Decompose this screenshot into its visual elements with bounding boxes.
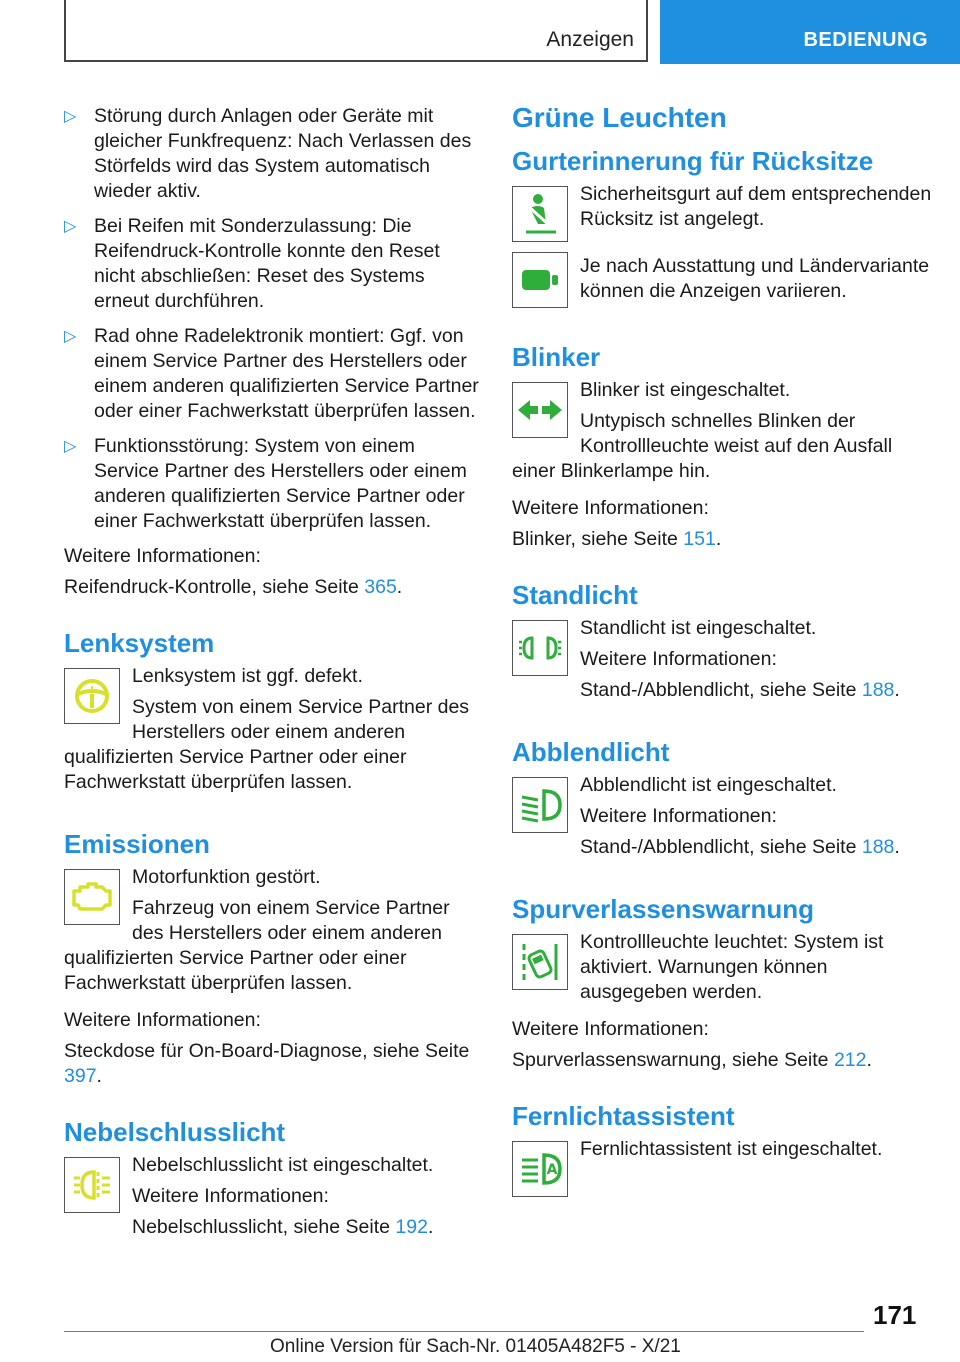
right-column [512,100,932,1203]
reference-line: Stand-/Abblendlicht, siehe Seite 188. [580,836,900,858]
header-section-box [64,0,648,62]
bullet-item: ▷ Funktionsstörung: System von einem Service Partner des Herstellers oder einem anderen qualifizierten Service Partner oder einer Fachwerkstatt überprüfen lassen. [64,435,467,532]
footer-version-text: Online Version für Sach-Nr. 01405A482F5 - X/21 [270,1336,681,1357]
instruction-text: System von einem Service Partner des Herstellers oder einem anderen qualifizierten Service Partner oder einer Fachwerkstatt überprüfen lassen. [64,696,470,793]
section-heading-emissionen: Emissionen [64,829,210,859]
chapter-title: BEDIENUNG [803,29,928,51]
reference-line: Blinker, siehe Seite 151. [512,528,722,550]
section-heading-fernlichtassistent: Fernlichtassistent [512,1101,735,1131]
reference-line: Spurverlassenswarnung, siehe Seite 212. [512,1049,872,1071]
reference-line: Nebelschlusslicht, siehe Seite 192. [132,1216,434,1238]
triangle-bullet-icon: ▷ [64,438,77,455]
info-text: Untypisch schnelles Blinken der Kontrollleuchte weist auf den Ausfall einer Blinkerlampe hin. [512,410,893,482]
section-heading-standlicht: Standlicht [512,580,638,610]
bullet-item: ▷ Störung durch Anlagen oder Geräte mit gleicher Funkfrequenz: Nach Verlassen des Störfelds wird das System automatisch wieder aktiv. [64,105,472,202]
section-heading-blinker: Blinker [512,342,601,372]
reference-line: Stand-/Abblendlicht, siehe Seite 188. [580,679,900,701]
page-link[interactable]: 188 [861,836,895,858]
reference-line: Reifendruck-Kontrolle, siehe Seite 365. [64,576,403,598]
status-text: Nebelschlusslicht ist eingeschaltet. [132,1154,434,1176]
footer-divider [64,1331,864,1332]
page-link[interactable]: 188 [861,679,895,701]
more-info-label: Weitere Informationen: [512,1018,709,1040]
rear-fog-light-icon [64,1157,120,1213]
instruction-text: Fahrzeug von einem Service Partner des Herstellers oder einem anderen qualifizierten Service Partner oder einer Fachwerkstatt überprüfen lassen. [64,897,450,994]
section-title: Anzeigen [546,28,634,51]
section-heading-abblendlicht: Abblendlicht [512,737,670,767]
more-info-label: Weitere Informationen: [580,805,777,827]
section-heading-nebelschlusslicht: Nebelschlusslicht [64,1117,286,1147]
more-info-label: Weitere Informationen: [580,648,777,670]
chapter-tab [660,0,960,64]
more-info-label: Weitere Informationen: [512,497,709,519]
more-info-label: Weitere Informationen: [132,1185,329,1207]
page-link[interactable]: 212 [833,1049,867,1071]
bullet-item: ▷ Rad ohne Radelektronik montiert: Ggf. von einem Service Partner des Herstellers oder einem anderen qualifizierten Service Partner oder einer Fachwerkstatt überprüfen lassen. [64,325,479,422]
high-beam-assistant-icon [512,1141,568,1197]
svg-text:A: A [546,1162,558,1178]
more-info-label: Weitere Informationen: [64,545,261,567]
lane-departure-icon [512,934,568,990]
reference-line: Steckdose für On-Board-Diagnose, siehe Seite 397. [64,1040,470,1087]
info-text: Je nach Ausstattung und Ländervariante können die Anzeigen variieren. [580,255,930,302]
status-text: Kontrollleuchte leuchtet: System ist aktiviert. Warnungen können ausgegeben werden. [580,931,884,1003]
bullet-item: ▷ Bei Reifen mit Sonderzulassung: Die Reifendruck-Kontrolle konnte den Reset nicht abschließen: Reset des Systems erneut durchführen. [64,215,440,312]
seatbelt-icon [512,186,568,242]
section-heading-lenksystem: Lenksystem [64,628,215,658]
status-text: Lenksystem ist ggf. defekt. [132,665,363,687]
page-link[interactable]: 192 [395,1216,428,1238]
section-heading-spurverlassenswarnung: Spurverlassenswarnung [512,894,814,924]
page-link[interactable]: 397 [64,1065,97,1087]
more-info-label: Weitere Informationen: [64,1009,261,1031]
engine-warning-icon [64,869,120,925]
triangle-bullet-icon: ▷ [64,108,77,125]
page-heading: Grüne Leuchten [512,102,727,133]
page-link[interactable]: 151 [683,528,716,550]
section-heading-gurterinnerung: Gurterinnerung für Rücksitze [512,146,874,176]
triangle-bullet-icon: ▷ [64,328,77,345]
turn-signal-icon [512,382,568,438]
rear-seat-indicator-icon [512,252,568,308]
steering-warning-icon [64,668,120,724]
status-text: Motorfunktion gestört. [132,866,321,888]
page-number: 171 [873,1300,917,1330]
left-column [64,100,482,1246]
low-beam-icon [512,777,568,833]
status-text: Blinker ist eingeschaltet. [580,379,791,401]
parking-light-icon [512,620,568,676]
status-text: Fernlichtassistent ist eingeschaltet. [580,1138,883,1160]
status-text: Sicherheitsgurt auf dem entsprechenden Rücksitz ist angelegt. [580,183,932,230]
status-text: Abblendlicht ist eingeschaltet. [580,774,837,796]
svg-text:!: ! [89,685,95,696]
status-text: Standlicht ist eingeschaltet. [580,617,817,639]
page-link[interactable]: 365 [364,576,397,598]
triangle-bullet-icon: ▷ [64,218,77,235]
